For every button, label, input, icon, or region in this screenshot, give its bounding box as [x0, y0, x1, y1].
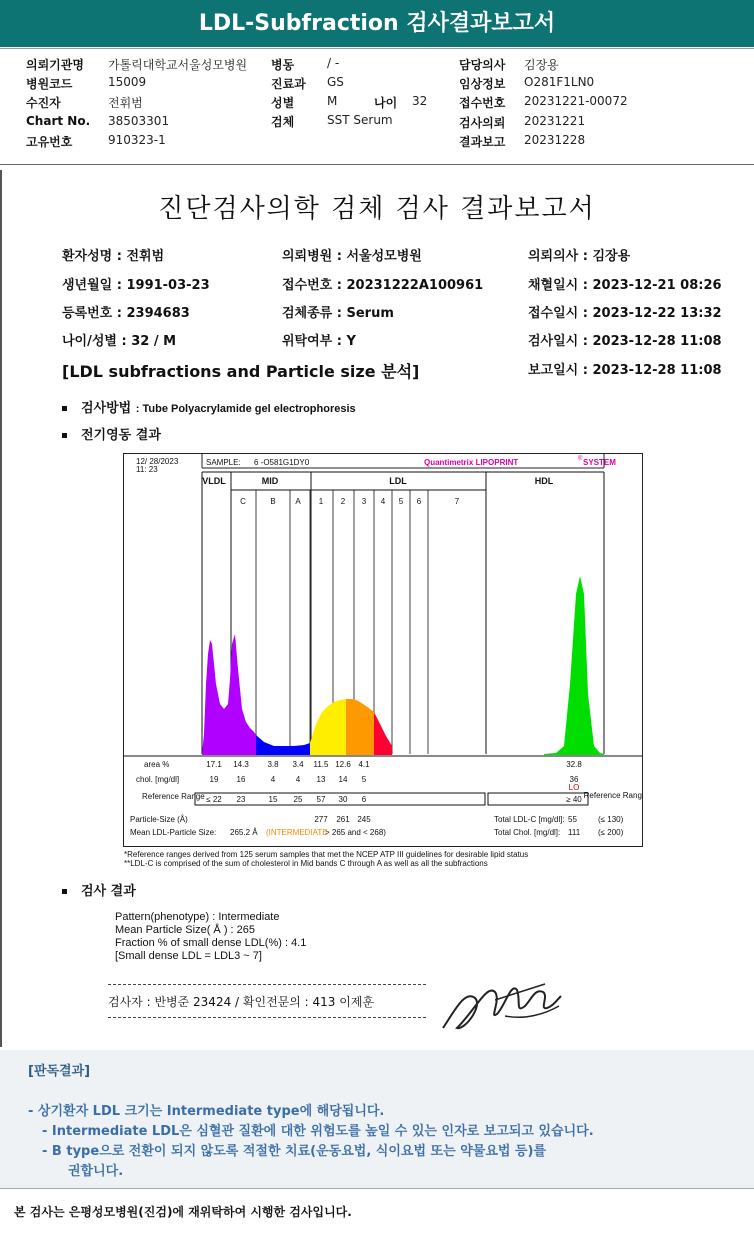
mean-size-tag: (INTERMEDIATE	[266, 828, 328, 837]
chol-value: 36	[569, 775, 579, 784]
info-value: 20231228	[524, 133, 586, 147]
reference-value: 25	[293, 795, 303, 804]
group-label: HDL	[534, 476, 554, 486]
group-label: LDL	[389, 476, 407, 486]
note-line: **LDL-C is comprised of the sum of cholesterol in Mid bands C through A as well as all the subfractions	[124, 859, 488, 868]
total-ldl-value: 55	[568, 815, 577, 824]
band-label: 3	[361, 497, 367, 506]
footer-note: 본 검사는 은평성모병원(진검)에 재위탁하여 시행한 검사입니다.	[14, 1205, 352, 1219]
signer-line: 검사자 : 반병준 23424 / 확인전문의 : 413 이제훈	[108, 995, 375, 1009]
band-label: 1	[318, 497, 324, 506]
hdl-peak	[544, 576, 604, 755]
info-value: 20231221-00072	[524, 94, 628, 108]
verdict-title: [판독결과]	[28, 1064, 91, 1079]
reference-value: ≥ 40	[566, 795, 582, 804]
row-label: area %	[144, 760, 170, 769]
info-label: 진료과	[271, 77, 306, 91]
verdict-line: 권합니다.	[68, 1164, 124, 1179]
patient-field: 나이/성별 : 32 / M	[62, 334, 177, 349]
info-label: 검사의뢰	[459, 116, 506, 130]
report-title: 진단검사의학 검체 검사 결과보고서	[158, 194, 596, 224]
reference-value: ≤ 22	[206, 795, 222, 804]
info-value: 김장용	[524, 58, 559, 72]
info-value: 가톨릭대학교서울성모병원	[108, 58, 248, 72]
lipoprint-chart	[123, 453, 643, 847]
band-label: B	[270, 497, 276, 506]
chol-value: 19	[209, 775, 219, 784]
area-value: 14.3	[233, 760, 249, 769]
mean-size-tail: > 265 and < 268)	[325, 828, 386, 837]
report-header	[0, 0, 754, 47]
verdict-line: - Intermediate LDL은 심혈관 질환에 대한 위험도를 높일 수 있는 인자로 보고되고 있습니다.	[42, 1124, 594, 1139]
sample-value: 6 -O581G1DY0	[254, 458, 310, 467]
total-chol-label: Total Chol. [mg/dl]:	[494, 828, 561, 837]
results-row	[62, 880, 136, 899]
sample-label: SAMPLE:	[206, 458, 241, 467]
total-ldl-label: Total LDL-C [mg/dl]:	[494, 815, 565, 824]
vldl-peak	[202, 634, 256, 755]
band-label: 5	[398, 497, 404, 506]
area-value: 12.6	[335, 760, 351, 769]
chol-value: 4	[295, 775, 301, 784]
info-label: 병동	[271, 58, 295, 72]
patient-field: 위탁여부 : Y	[282, 334, 356, 349]
result-line: [Small dense LDL = LDL3 ~ 7]	[115, 950, 262, 962]
band-label: C	[240, 497, 246, 506]
row-label: Reference Range	[142, 792, 205, 801]
area-value: 17.1	[206, 760, 222, 769]
brand-sup: ®	[578, 456, 583, 462]
ref-range-label: Reference Range	[583, 791, 642, 800]
info-label: 담당의사	[459, 58, 506, 72]
band-label: 4	[380, 497, 386, 506]
info-label: Chart No.	[26, 114, 91, 128]
note-line: *Reference ranges derived from 125 serum samples that met the NCEP ATP III guidelines for desirable lipid status	[124, 850, 529, 859]
reference-value: 6	[361, 795, 367, 804]
brand-label: Quantimetrix LIPOPRINT	[424, 458, 519, 467]
row-label: Mean LDL-Particle Size:	[130, 828, 217, 837]
patient-field: 생년월일 : 1991-03-23	[62, 278, 210, 293]
divider	[108, 1017, 426, 1018]
method-label: 검사방법	[81, 401, 132, 416]
result-line: Fraction % of small dense LDL(%) : 4.1	[115, 937, 307, 949]
reference-value: 15	[268, 795, 278, 804]
group-label: VLDL	[202, 476, 226, 486]
divider	[108, 984, 426, 985]
chol-value: 4	[270, 775, 276, 784]
analysis-title: [LDL subfractions and Particle size 분석]	[62, 362, 420, 381]
lab-report	[0, 170, 754, 1047]
electro-row	[62, 424, 161, 443]
area-value: 11.5	[313, 760, 329, 769]
patient-field: 접수일시 : 2023-12-22 13:32	[528, 306, 722, 321]
chol-value: 14	[338, 775, 348, 784]
info-label: 접수번호	[459, 96, 506, 110]
chart-date: 12/ 28/2023	[136, 457, 179, 466]
group-label: MID	[261, 476, 279, 486]
info-value: / -	[327, 56, 340, 70]
info-label: 임상정보	[459, 77, 506, 91]
particle-size-value: 261	[336, 815, 350, 824]
reference-value: 30	[338, 795, 348, 804]
reference-value: 23	[236, 795, 246, 804]
total-chol-ref: (≤ 200)	[598, 828, 624, 837]
info-value: 20231221	[524, 114, 586, 128]
row-label: chol. [mg/dl]	[136, 775, 180, 784]
total-chol-value: 111	[568, 828, 581, 837]
method-value: : Tube Polyacrylamide gel electrophoresis	[135, 403, 356, 415]
chol-value: 13	[316, 775, 326, 784]
info-value: 32	[412, 94, 428, 108]
band-label: A	[295, 497, 301, 506]
area-value: 3.8	[267, 760, 279, 769]
result-line: Pattern(phenotype) : Intermediate	[115, 911, 280, 923]
area-value: 3.4	[292, 760, 304, 769]
particle-size-value: 245	[357, 815, 371, 824]
area-value: 4.1	[358, 760, 370, 769]
ldl3-peak	[374, 712, 392, 755]
electro-label: 전기영동 결과	[81, 428, 161, 443]
info-value: 38503301	[108, 114, 170, 128]
mid-band	[256, 735, 310, 755]
info-label: 고유번호	[26, 135, 73, 149]
reference-value: 57	[316, 795, 326, 804]
info-value: O281F1LN0	[524, 75, 595, 89]
brand-tail: SYSTEM	[583, 458, 616, 467]
patient-field: 접수번호 : 20231222A100961	[282, 278, 484, 293]
verdict-line: - B type으로 전환이 되지 않도록 적절한 치료(운동요법, 식이요법 또는 약물요법 등)를	[42, 1144, 547, 1159]
total-ldl-ref: (≤ 130)	[598, 815, 624, 824]
info-value: 910323-1	[108, 133, 166, 147]
bullet-icon	[62, 433, 67, 438]
info-label: 의뢰기관명	[26, 58, 84, 72]
particle-size-value: 277	[314, 815, 328, 824]
band-label: 6	[416, 497, 422, 506]
area-value: 32.8	[566, 760, 582, 769]
info-label: 나이	[374, 96, 398, 110]
electrophoresis-plot	[124, 454, 642, 846]
patient-field: 의뢰병원 : 서울성모병원	[282, 249, 422, 264]
info-label: 수진자	[26, 96, 61, 110]
info-value: GS	[327, 75, 344, 89]
info-label: 성별	[271, 96, 295, 110]
divider	[0, 1188, 754, 1189]
order-info-panel	[0, 48, 754, 164]
info-value: 전휘범	[108, 96, 143, 110]
row-label: Particle-Size (Å)	[130, 815, 188, 824]
band-label: 7	[454, 497, 460, 506]
info-label: 검체	[271, 115, 295, 129]
hdl-flag: LO	[568, 783, 580, 792]
patient-field: 검체종류 : Serum	[282, 306, 394, 321]
chol-value: 16	[236, 775, 246, 784]
patient-field: 등록번호 : 2394683	[62, 306, 190, 321]
verdict-line: - 상기환자 LDL 크기는 Intermediate type에 해당됩니다.	[28, 1104, 385, 1119]
mean-size-value: 265.2 Å	[230, 828, 258, 837]
info-label: 결과보고	[459, 135, 506, 149]
band-label: 2	[340, 497, 346, 506]
header-title: LDL-Subfraction 검사결과보고서	[198, 11, 556, 36]
patient-field: 환자성명 : 전휘범	[62, 249, 165, 264]
patient-field: 채혈일시 : 2023-12-21 08:26	[528, 278, 722, 293]
info-value: M	[327, 94, 338, 108]
ldl2-peak	[346, 699, 374, 755]
verdict-panel	[0, 1050, 754, 1188]
info-label: 병원코드	[26, 77, 73, 91]
bullet-icon	[62, 889, 67, 894]
bullet-icon	[62, 406, 67, 411]
chol-value: 5	[361, 775, 367, 784]
patient-field: 의뢰의사 : 김장용	[528, 249, 631, 264]
method-row	[62, 397, 356, 416]
patient-field: 검사일시 : 2023-12-28 11:08	[528, 334, 722, 349]
chart-time: 11: 23	[136, 465, 158, 474]
divider	[0, 164, 754, 165]
result-line: Mean Particle Size( Å ) : 265	[115, 924, 256, 936]
signature-image	[435, 970, 565, 1040]
report-date: 보고일시 : 2023-12-28 11:08	[528, 363, 722, 378]
info-value: 15009	[108, 75, 147, 89]
info-value: SST Serum	[327, 113, 393, 127]
results-label: 검사 결과	[81, 884, 136, 899]
